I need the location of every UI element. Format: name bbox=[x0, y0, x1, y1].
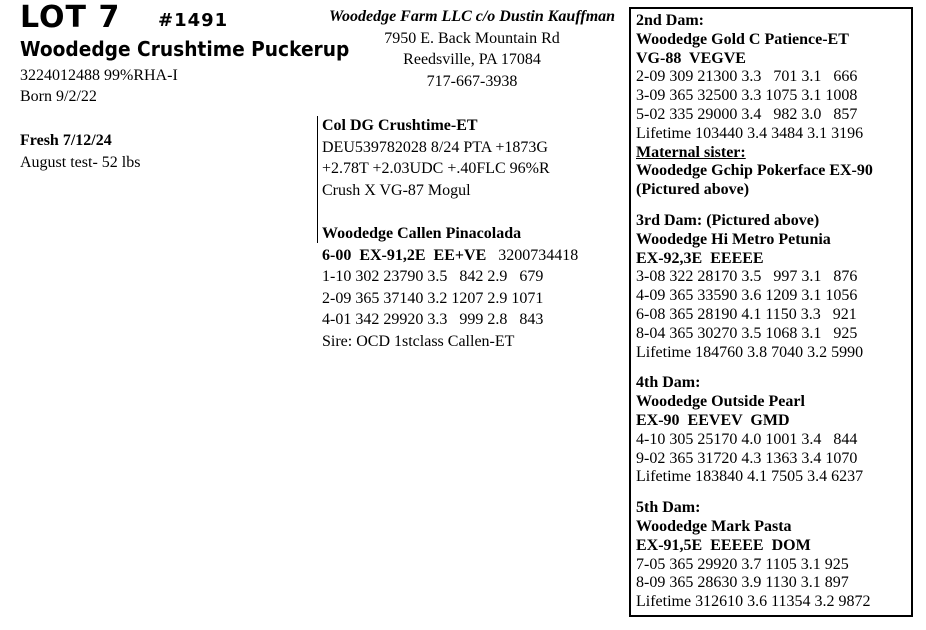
consignor-address-line2: Reedsville, PA 17084 bbox=[403, 51, 541, 68]
second-dam-record: 2-09 309 21300 3.3 701 3.1 666 bbox=[636, 68, 858, 86]
fifth-dam-record: 8-09 365 28630 3.9 1130 3.1 897 bbox=[636, 574, 849, 592]
fifth-dam-record: 7-05 365 29920 3.7 1105 3.1 925 bbox=[636, 555, 849, 573]
fifth-dam-heading: 5th Dam: bbox=[636, 499, 701, 517]
fourth-dam-heading: 4th Dam: bbox=[636, 374, 701, 392]
third-dam-lifetime: Lifetime 184760 3.8 7040 3.2 5990 bbox=[636, 343, 864, 361]
fresh-date: Fresh 7/12/24 bbox=[20, 132, 112, 149]
lot-title: LOT 7 bbox=[20, 0, 121, 35]
second-dam-class: VG-88 VEGVE bbox=[636, 49, 746, 67]
sire-line-3: Crush X VG-87 Mogul bbox=[322, 181, 471, 199]
dam-classification: 6-00 EX-91,2E EE+VE bbox=[322, 246, 487, 264]
consignor-name: Woodedge Farm LLC c/o Dustin Kauffman bbox=[328, 8, 616, 25]
sire-dam-column bbox=[322, 115, 578, 352]
dam-class-line bbox=[322, 245, 578, 267]
animal-name: Woodedge Crushtime Puckerup bbox=[20, 37, 350, 61]
consignor-phone: 717-667-3938 bbox=[426, 72, 518, 90]
sire-line-1: DEU539782028 8/24 PTA +1873G bbox=[322, 138, 548, 156]
fifth-dam-lifetime: Lifetime 312610 3.6 11354 3.2 9872 bbox=[636, 593, 871, 611]
second-dam-record: 3-09 365 32500 3.3 1075 3.1 1008 bbox=[636, 87, 858, 105]
third-dam-heading: 3rd Dam: (Pictured above) bbox=[636, 211, 820, 229]
dam-name: Woodedge Callen Pinacolada bbox=[322, 225, 522, 242]
third-dam-record: 8-04 365 30270 3.5 1068 3.1 925 bbox=[636, 324, 858, 342]
pedigree-box bbox=[629, 7, 913, 617]
dam-registration: 3200734418 bbox=[498, 246, 579, 264]
fourth-dam-record: 9-02 365 31720 4.3 1363 3.4 1070 bbox=[636, 449, 858, 467]
dam-record: 2-09 365 37140 3.2 1207 2.9 1071 bbox=[322, 289, 544, 307]
consignor-address-line1: 7950 E. Back Mountain Rd bbox=[384, 29, 560, 47]
maternal-sister-note: (Pictured above) bbox=[636, 181, 750, 199]
registration-line: 3224012488 99%RHA-I bbox=[20, 67, 178, 84]
second-dam-lifetime: Lifetime 103440 3.4 3484 3.1 3196 bbox=[636, 124, 864, 142]
maternal-sister-heading: Maternal sister: bbox=[636, 143, 746, 161]
fifth-dam-class: EX-91,5E EEEEE DOM bbox=[636, 536, 811, 554]
sire-line-2: +2.78T +2.03UDC +.40FLC 96%R bbox=[322, 160, 550, 177]
fourth-dam-record: 4-10 305 25170 4.0 1001 3.4 844 bbox=[636, 430, 858, 448]
second-dam-name: Woodedge Gold C Patience-ET bbox=[636, 30, 849, 48]
fourth-dam-class: EX-90 EEVEV GMD bbox=[636, 411, 790, 429]
dam-record: 4-01 342 29920 3.3 999 2.8 843 bbox=[322, 311, 544, 328]
third-dam-record: 4-09 365 33590 3.6 1209 3.1 1056 bbox=[636, 287, 858, 305]
sire-name: Col DG Crushtime-ET bbox=[322, 117, 478, 134]
dam-sire: Sire: OCD 1stclass Callen-ET bbox=[322, 332, 515, 350]
fourth-dam-lifetime: Lifetime 183840 4.1 7505 3.4 6237 bbox=[636, 468, 864, 486]
fourth-dam-name: Woodedge Outside Pearl bbox=[636, 393, 805, 411]
third-dam-name: Woodedge Hi Metro Petunia bbox=[636, 230, 831, 248]
second-dam-record: 5-02 335 29000 3.4 982 3.0 857 bbox=[636, 105, 858, 123]
consignor-block bbox=[322, 6, 622, 92]
third-dam-class: EX-92,3E EEEEE bbox=[636, 249, 764, 267]
test-result: August test- 52 lbs bbox=[20, 154, 141, 171]
fifth-dam-name: Woodedge Mark Pasta bbox=[636, 517, 792, 535]
birth-date: Born 9/2/22 bbox=[20, 88, 97, 105]
pedigree-content bbox=[636, 12, 873, 612]
maternal-sister-name: Woodedge Gchip Pokerface EX-90 bbox=[636, 162, 873, 180]
third-dam-record: 6-08 365 28190 4.1 1150 3.3 921 bbox=[636, 305, 857, 323]
sire-dam-divider bbox=[317, 116, 318, 243]
dam-record: 1-10 302 23790 3.5 842 2.9 679 bbox=[322, 268, 544, 285]
lot-number: #1491 bbox=[158, 10, 229, 31]
second-dam-heading: 2nd Dam: bbox=[636, 12, 705, 29]
third-dam-record: 3-08 322 28170 3.5 997 3.1 876 bbox=[636, 268, 858, 286]
